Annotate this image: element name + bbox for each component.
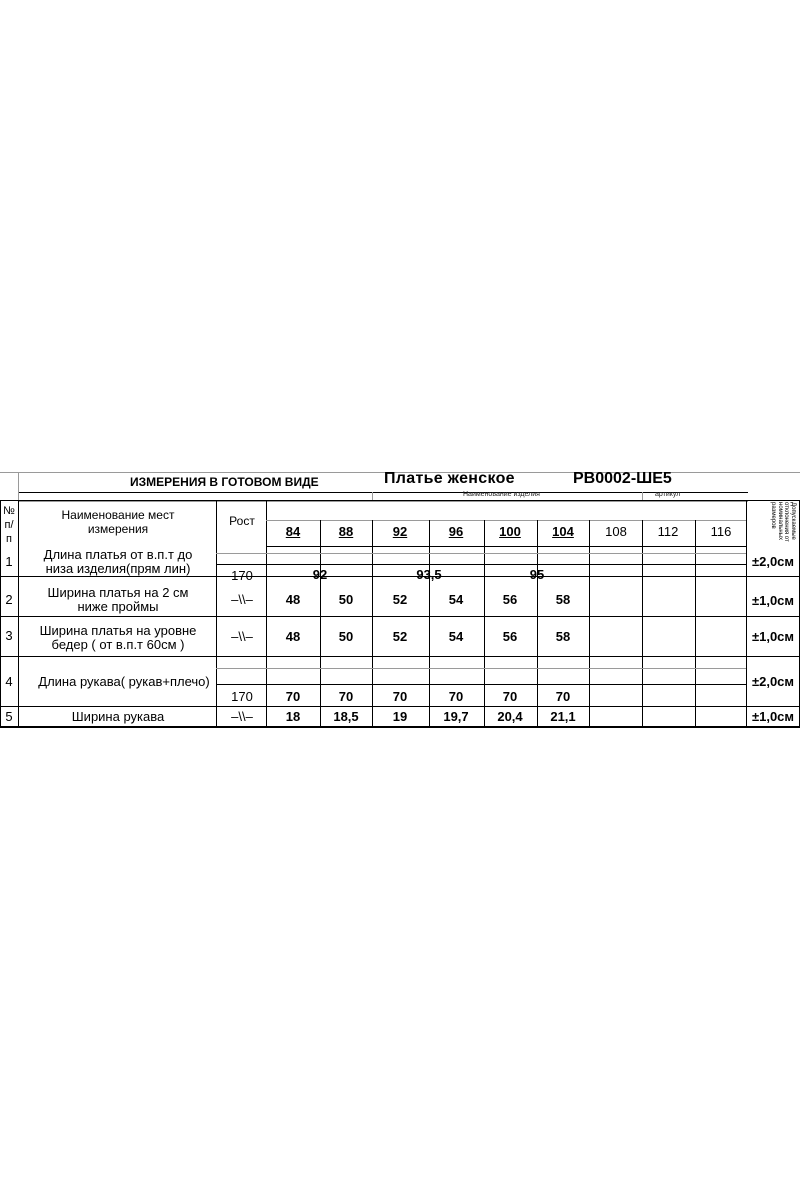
grid-line [18, 500, 19, 727]
column-header-tolerance [770, 502, 796, 542]
grid-line [589, 520, 590, 727]
grid-line [642, 520, 643, 727]
size-header: 92 [392, 524, 408, 539]
grid-line [372, 520, 373, 727]
grid-line [320, 520, 321, 727]
table-cell: 18,5 [333, 709, 359, 724]
row-number: 1 [5, 554, 13, 569]
row-number: 3 [5, 628, 13, 643]
grid-line [216, 684, 746, 685]
grid-line [18, 501, 748, 502]
table-cell: 18 [285, 709, 301, 724]
column-header-height: Рост [229, 514, 255, 528]
table-cell: 52 [392, 592, 408, 607]
table-cell: 54 [448, 629, 464, 644]
column-header-name: Наименование мест измерения [61, 508, 175, 536]
row-tolerance: ±2,0см [751, 674, 795, 689]
table-cell: 70 [555, 689, 571, 704]
grid-line [216, 564, 746, 565]
table-cell: 52 [392, 629, 408, 644]
table-cell: 20,4 [497, 709, 523, 724]
row-tolerance: ±1,0см [751, 709, 795, 724]
merged-value: 93,5 [416, 567, 442, 582]
grid-line [18, 492, 748, 493]
grid-line [216, 500, 217, 727]
section-label: ИЗМЕРЕНИЯ В ГОТОВОМ ВИДЕ [130, 475, 319, 489]
size-header: 104 [552, 524, 574, 539]
row-number: 4 [5, 674, 13, 689]
table-cell: 70 [502, 689, 518, 704]
size-header: 108 [605, 524, 627, 539]
grid-line [0, 576, 800, 577]
table-cell: 70 [448, 689, 464, 704]
size-header: 88 [338, 524, 354, 539]
row-number: 5 [5, 709, 13, 724]
product-name-caption: Наименование изделия [463, 491, 540, 498]
grid-line [216, 668, 746, 669]
grid-line [0, 656, 800, 657]
row-name-line: Длина платья от в.п.т до [43, 547, 193, 562]
article-number: РВ0002-ШЕ5 [573, 470, 672, 487]
size-header: 116 [710, 524, 732, 539]
size-header: 112 [657, 524, 679, 539]
grid-line [0, 500, 800, 501]
product-name: Платье женское [384, 470, 515, 487]
merged-value: 95 [529, 567, 545, 582]
grid-line [0, 726, 800, 728]
table-cell: 58 [555, 629, 571, 644]
row-height: –\\– [231, 592, 253, 607]
table-cell: 70 [338, 689, 354, 704]
size-header: 100 [499, 524, 521, 539]
table-cell: 56 [502, 629, 518, 644]
grid-line [484, 520, 485, 727]
row-name-line: Ширина рукава [71, 709, 165, 724]
tolerance-header-line: Допускаемые [790, 502, 796, 540]
table-cell: 50 [338, 629, 354, 644]
row-tolerance: ±2,0см [751, 554, 795, 569]
grid-line [429, 520, 430, 727]
row-height: –\\– [231, 629, 253, 644]
table-cell: 48 [285, 592, 301, 607]
row-height: –\\– [231, 709, 253, 724]
grid-line [0, 706, 800, 707]
table-cell: 21,1 [550, 709, 576, 724]
row-name-line: низа изделия(прям лин) [45, 561, 191, 576]
grid-line [266, 520, 746, 521]
size-header: 96 [448, 524, 464, 539]
tolerance-header-line: отклонения от [783, 502, 790, 542]
table-cell: 70 [392, 689, 408, 704]
row-tolerance: ±1,0см [751, 629, 795, 644]
grid-line [216, 553, 746, 554]
grid-line [537, 520, 538, 727]
row-name-line: ниже проймы [77, 599, 159, 614]
tolerance-header-line: номинальных [777, 502, 783, 541]
row-name-line: Длина рукава( рукав+плечо) [38, 674, 210, 689]
column-header-num: № п/ п [3, 505, 15, 545]
grid-line [695, 520, 696, 727]
article-caption: артикул [655, 491, 681, 498]
table-cell: 50 [338, 592, 354, 607]
table-cell: 48 [285, 629, 301, 644]
measurement-sheet [0, 470, 800, 730]
grid-line [266, 500, 267, 727]
row-tolerance: ±1,0см [751, 593, 795, 608]
row-name-line: бедер ( от в.п.т 60см ) [51, 637, 185, 652]
row-name-line: Ширина платья на уровне [39, 623, 197, 638]
grid-line [18, 472, 19, 501]
table-cell: 19,7 [443, 709, 469, 724]
grid-line [0, 616, 800, 617]
merged-value: 92 [312, 567, 328, 582]
row-height: 170 [231, 568, 253, 583]
grid-line [746, 500, 747, 727]
size-header: 84 [285, 524, 301, 539]
table-cell: 56 [502, 592, 518, 607]
table-cell: 58 [555, 592, 571, 607]
grid-line [266, 546, 746, 547]
table-cell: 19 [392, 709, 408, 724]
table-cell: 54 [448, 592, 464, 607]
table-cell: 70 [285, 689, 301, 704]
row-number: 2 [5, 592, 13, 607]
tolerance-header-line: размеров [770, 502, 777, 529]
row-name-line: Ширина платья на 2 см [47, 585, 189, 600]
row-height: 170 [231, 689, 253, 704]
